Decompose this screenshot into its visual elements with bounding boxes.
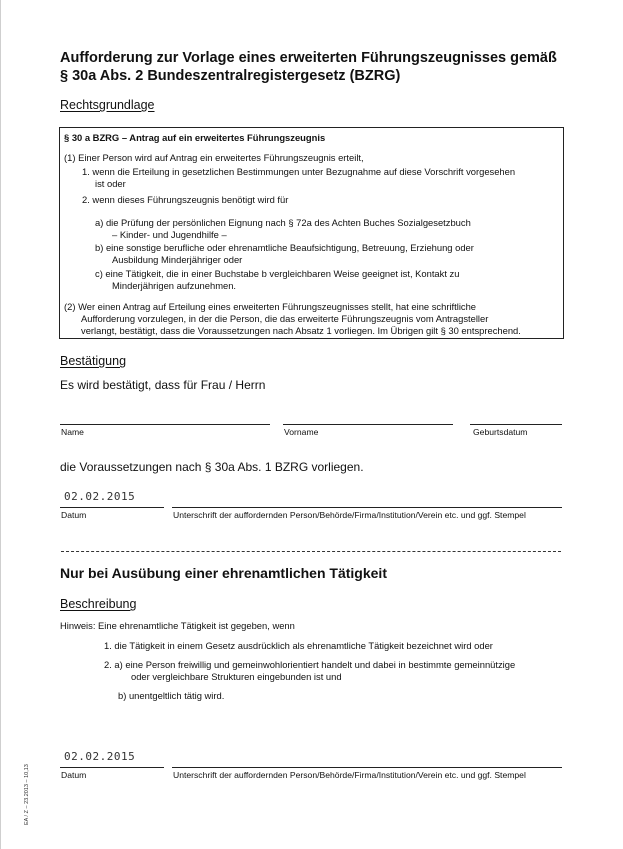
hint-item-1: 1. die Tätigkeit in einem Gesetz ausdrücklich als ehrenamtliche Tätigkeit bezeichnet wird oder bbox=[104, 640, 493, 651]
confirmation-statement: die Voraussetzungen nach § 30a Abs. 1 BZRG vorliegen. bbox=[60, 460, 364, 474]
confirmation-intro: Es wird bestätigt, dass für Frau / Herrn bbox=[60, 378, 266, 392]
volunteer-heading: Nur bei Ausübung einer ehrenamtlichen Tätigkeit bbox=[60, 565, 387, 581]
paragraph-2-line-2: Aufforderung vorzulegen, in der die Person, die das erweiterte Führungszeugnis vom Antragsteller bbox=[81, 313, 489, 324]
volunteer-signature-label: Unterschrift der auffordernden Person/Behörde/Firma/Institution/Verein etc. und ggf. Stempel bbox=[173, 770, 526, 780]
name-field-label: Name bbox=[61, 427, 84, 437]
legal-basis-label: Rechtsgrundlage bbox=[60, 98, 155, 112]
paragraph-1: (1) Einer Person wird auf Antrag ein erweitertes Führungszeugnis erteilt, bbox=[64, 152, 364, 163]
sub-item-b-cont: Ausbildung Minderjähriger oder bbox=[112, 254, 243, 265]
hint-item-2a: 2. a) eine Person freiwillig und gemeinwohlorientiert handelt und dabei in bestimmte gemeinnützige bbox=[104, 659, 516, 670]
paragraph-1-item-2: 2. wenn dieses Führungszeugnis benötigt wird für bbox=[82, 194, 289, 205]
name-line[interactable] bbox=[60, 424, 270, 425]
confirmation-label: Bestätigung bbox=[60, 354, 127, 368]
form-code bbox=[22, 745, 32, 825]
document-title bbox=[60, 49, 557, 85]
vorname-line[interactable] bbox=[283, 424, 453, 425]
paragraph-2-line-3: verlangt, bestätigt, dass die Voraussetzungen nach Absatz 1 vorliegen. Im Übrigen gilt § 30 entsprechend. bbox=[81, 325, 521, 336]
hint-text: Hinweis: Eine ehrenamtliche Tätigkeit ist gegeben, wenn bbox=[60, 620, 295, 631]
legal-text-box bbox=[59, 127, 564, 339]
title-line-2: § 30a Abs. 2 Bundeszentralregistergesetz (BZRG) bbox=[60, 68, 401, 84]
volunteer-date-value[interactable]: 02.02.2015 bbox=[64, 750, 136, 763]
sub-item-b: b) eine sonstige berufliche oder ehrenamtliche Beaufsichtigung, Betreuung, Erziehung oder bbox=[95, 242, 474, 253]
description-label: Beschreibung bbox=[60, 597, 137, 611]
volunteer-date-line bbox=[60, 767, 164, 768]
hint-item-2b: b) unentgeltlich tätig wird. bbox=[118, 690, 225, 701]
volunteer-date-label: Datum bbox=[61, 770, 87, 780]
confirmation-date-value[interactable]: 02.02.2015 bbox=[64, 490, 136, 503]
hint-item-2a-cont: oder vergleichbare Strukturen eingebunden ist und bbox=[131, 671, 342, 682]
page-edge bbox=[0, 0, 1, 849]
form-code-text: EA / Z – 23.2013 – 10,13 bbox=[24, 764, 30, 825]
sub-item-c-cont: Minderjährigen aufzunehmen. bbox=[112, 280, 237, 291]
sub-item-a: a) die Prüfung der persönlichen Eignung nach § 72a des Achten Buches Sozialgesetzbuch bbox=[95, 217, 471, 228]
confirmation-date-line bbox=[60, 507, 164, 508]
geburtsdatum-line[interactable] bbox=[470, 424, 562, 425]
sub-item-c: c) eine Tätigkeit, die in einer Buchstabe b vergleichbaren Weise geeignet ist, Kontakt zu bbox=[95, 268, 460, 279]
confirmation-date-label: Datum bbox=[61, 510, 87, 520]
confirmation-signature-label: Unterschrift der auffordernden Person/Behörde/Firma/Institution/Verein etc. und ggf. Stempel bbox=[173, 510, 526, 520]
cut-line bbox=[61, 551, 561, 552]
paragraph-1-item-1-cont: ist oder bbox=[95, 178, 126, 189]
sub-item-a-cont: – Kinder- und Jugendhilfe – bbox=[112, 229, 227, 240]
geburtsdatum-field-label: Geburtsdatum bbox=[473, 427, 528, 437]
paragraph-1-item-1: 1. wenn die Erteilung in gesetzlichen Bestimmungen unter Bezugnahme auf diese Vorschrift vorgesehen bbox=[82, 166, 516, 177]
box-title: § 30 a BZRG – Antrag auf ein erweitertes Führungszeugnis bbox=[64, 132, 326, 143]
paragraph-2-line-1: (2) Wer einen Antrag auf Erteilung eines erweiterten Führungszeugnisses stellt, hat eine schriftliche bbox=[64, 301, 477, 312]
confirmation-signature-line[interactable] bbox=[172, 507, 562, 508]
title-line-1: Aufforderung zur Vorlage eines erweiterten Führungszeugnisses gemäß bbox=[60, 50, 557, 66]
vorname-field-label: Vorname bbox=[284, 427, 319, 437]
volunteer-signature-line[interactable] bbox=[172, 767, 562, 768]
